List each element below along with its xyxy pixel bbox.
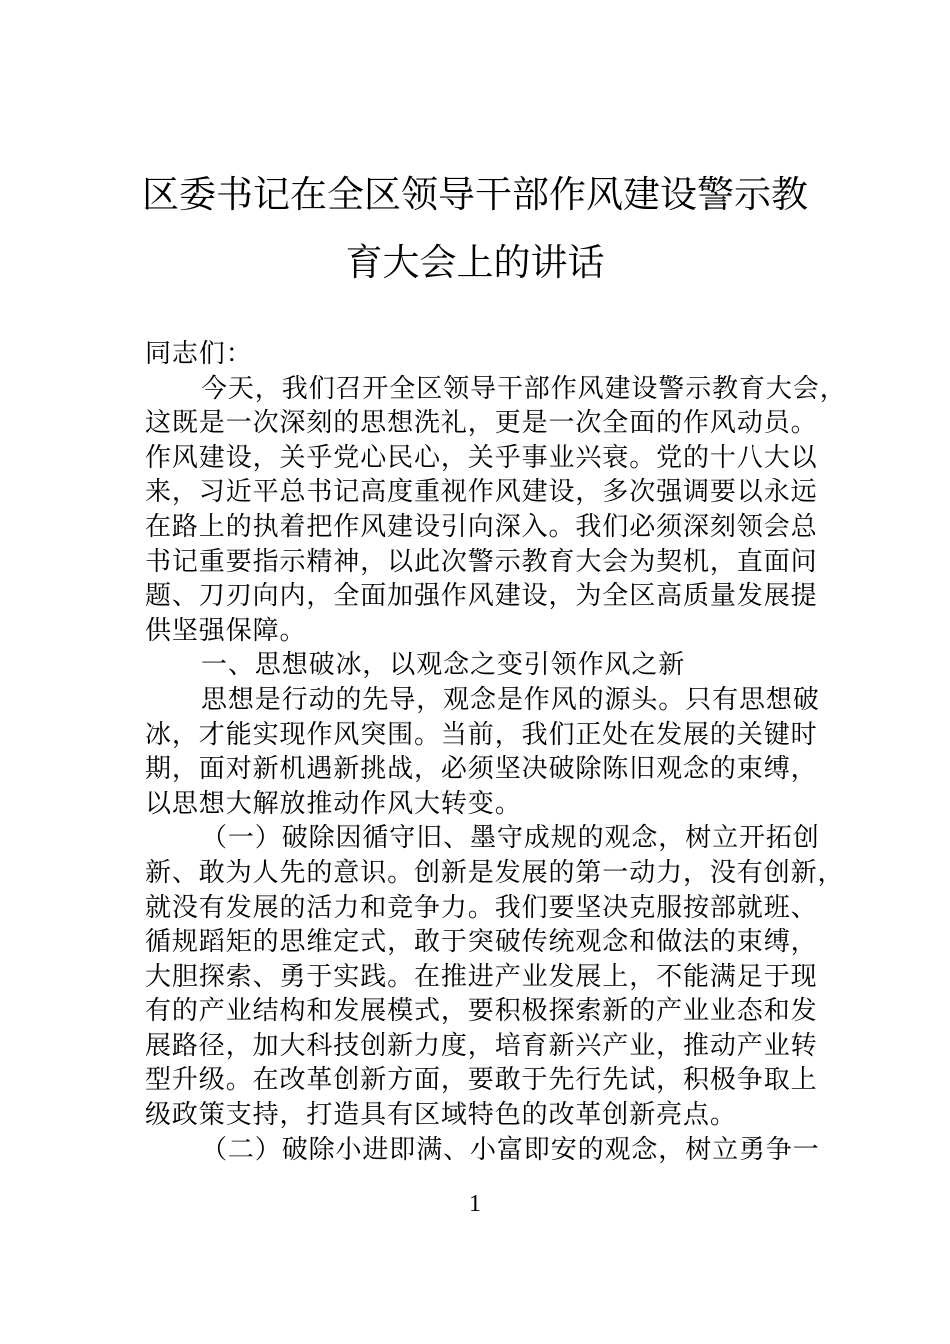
paragraph-line: 有的产业结构和发展模式，要积极探索新的产业业态和发	[145, 996, 818, 1027]
document-title-line-1: 区委书记在全区领导干部作风建设警示教	[142, 173, 808, 216]
subsection-paragraph-line: （一）破除因循守旧、墨守成规的观念，树立开拓创	[201, 823, 820, 854]
paragraph-line: 思想是行动的先导，观念是作风的源头。只有思想破	[201, 684, 820, 715]
paragraph-line: 题、刀刃向内，全面加强作风建设，为全区高质量发展提	[145, 581, 818, 612]
paragraph-line: 来，习近平总书记高度重视作风建设，多次强调要以永远	[145, 477, 818, 508]
paragraph-line: 这既是一次深刻的思想洗礼，更是一次全面的作风动员。	[145, 408, 818, 439]
paragraph-line: 书记重要指示精神，以此次警示教育大会为契机，直面问	[145, 546, 818, 577]
subsection-paragraph-line: （二）破除小进即满、小富即安的观念，树立勇争一	[201, 1134, 820, 1165]
salutation: 同志们：	[145, 339, 253, 369]
paragraph-line: 大胆探索、勇于实践。在推进产业发展上，不能满足于现	[145, 961, 818, 992]
paragraph-line: 型升级。在改革创新方面，要敢于先行先试，积极争取上	[145, 1065, 818, 1096]
paragraph-line: 今天，我们召开全区领导干部作风建设警示教育大会，	[201, 373, 847, 404]
section-heading: 一、思想破冰，以观念之变引领作风之新	[201, 650, 686, 681]
paragraph-line: 级政策支持，打造具有区域特色的改革创新亮点。	[145, 1100, 737, 1131]
paragraph-line: 冰，才能实现作风突围。当前，我们正处在发展的关键时	[145, 719, 818, 750]
paragraph-line: 作风建设，关乎党心民心，关乎事业兴衰。党的十八大以	[145, 442, 818, 473]
paragraph-line: 在路上的执着把作风建设引向深入。我们必须深刻领会总	[145, 511, 818, 542]
paragraph-line: 期，面对新机遇新挑战，必须坚决破除陈旧观念的束缚，	[145, 754, 818, 785]
document-body	[145, 337, 845, 1167]
page-number: 1	[469, 1191, 481, 1217]
paragraph-line: 以思想大解放推动作风大转变。	[145, 788, 522, 819]
document-title-line-2: 育大会上的讲话	[345, 241, 605, 284]
paragraph-line: 就没有发展的活力和竞争力。我们要坚决克服按部就班、	[145, 892, 818, 923]
paragraph-line: 循规蹈矩的思维定式，敢于突破传统观念和做法的束缚，	[145, 927, 818, 958]
paragraph-line: 供坚强保障。	[145, 615, 307, 646]
paragraph-line: 展路径，加大科技创新力度，培育新兴产业，推动产业转	[145, 1030, 818, 1061]
paragraph-line: 新、敢为人先的意识。创新是发展的第一动力，没有创新，	[145, 857, 845, 888]
